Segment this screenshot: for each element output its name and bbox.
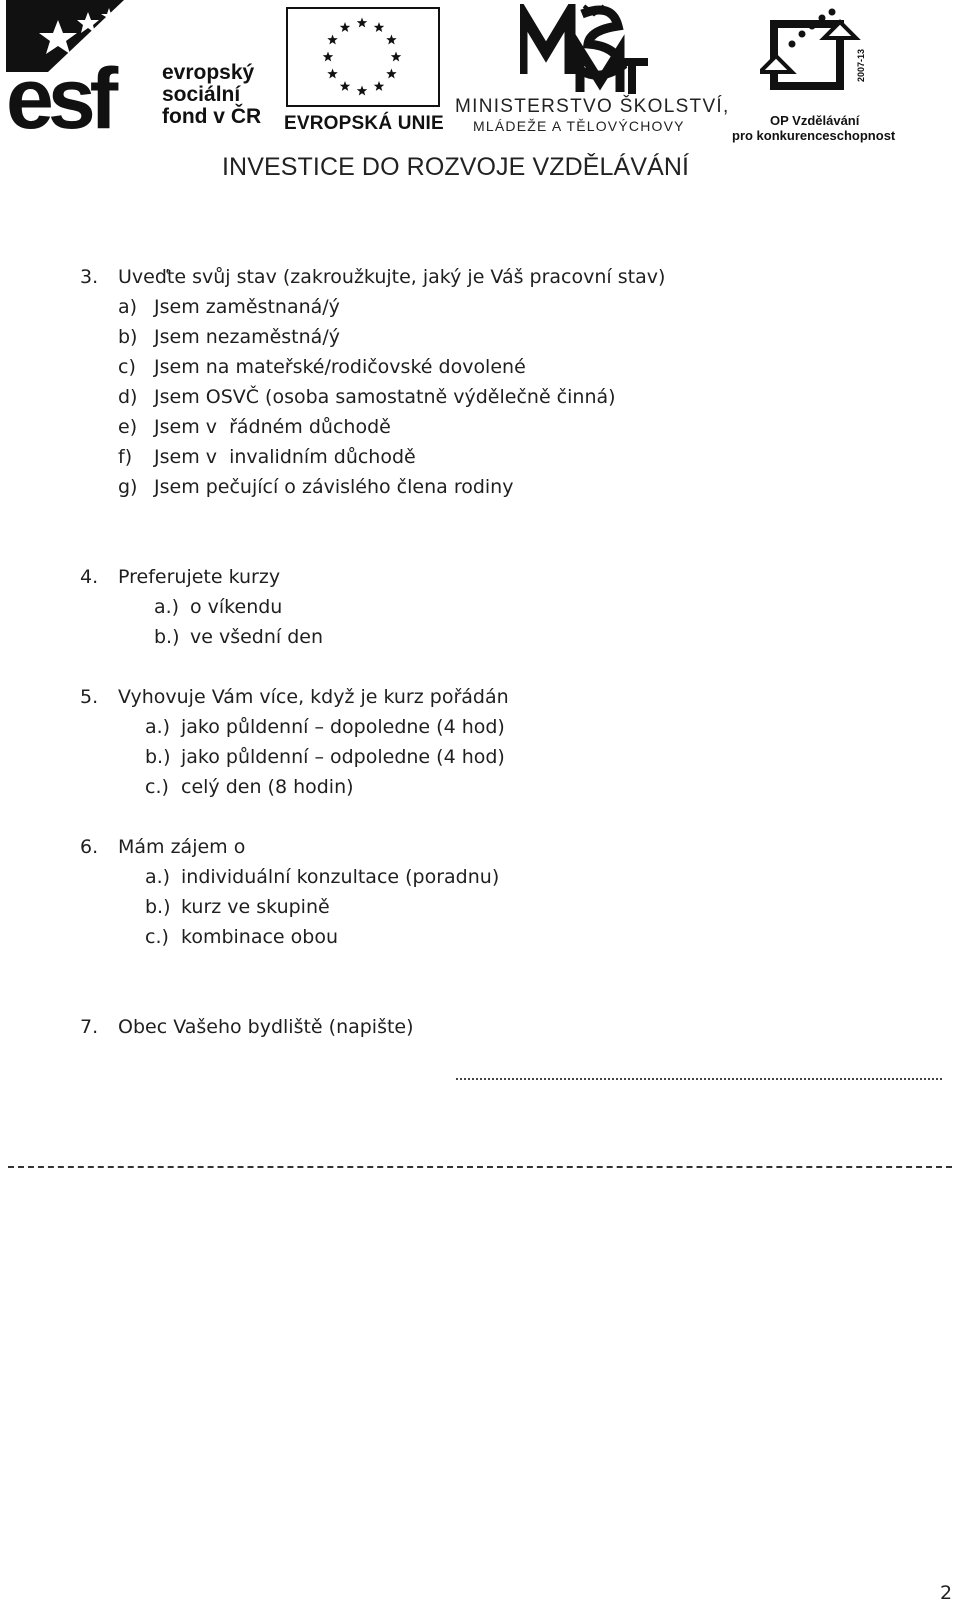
option-label: a.)	[145, 866, 171, 888]
question-4	[80, 566, 280, 588]
question-6	[80, 836, 245, 858]
eu-star-icon	[340, 22, 350, 32]
option-6b[interactable]	[145, 896, 330, 918]
page-number: 2	[940, 1582, 953, 1604]
question-text: Preferujete kurzy	[118, 566, 281, 588]
eu-star-icon	[391, 52, 401, 62]
question-3	[80, 266, 665, 288]
eu-star-icon	[386, 69, 396, 79]
eu-star-icon	[357, 18, 367, 28]
option-4a[interactable]	[154, 596, 282, 618]
option-text: jako půldenní – dopoledne (4 hod)	[181, 716, 505, 738]
op-vzdelavani-logo	[760, 4, 880, 112]
option-text: kurz ve skupině	[181, 896, 330, 918]
option-3c[interactable]	[118, 356, 526, 378]
option-5b[interactable]	[145, 746, 505, 768]
option-5c[interactable]	[145, 776, 354, 798]
question-text: Vyhovuje Vám více, když je kurz pořádán	[118, 686, 509, 708]
option-3e[interactable]	[118, 416, 391, 438]
option-3a[interactable]	[118, 296, 340, 318]
option-label: b.)	[145, 896, 171, 918]
option-text: Jsem na mateřské/rodičovské dovolené	[154, 356, 526, 378]
option-label: b.)	[154, 626, 180, 648]
op-years-label: 2007-13	[856, 48, 866, 82]
option-label: a.)	[145, 716, 171, 738]
option-5a[interactable]	[145, 716, 505, 738]
eu-label: EVROPSKÁ UNIE	[284, 113, 444, 134]
eu-star-icon	[327, 35, 337, 45]
question-number: 4.	[80, 566, 99, 588]
option-text: Jsem pečující o závislého člena rodiny	[154, 476, 514, 498]
option-text: ve všední den	[190, 626, 324, 648]
eu-star-icon	[386, 35, 396, 45]
question-text: Obec Vašeho bydliště (napište)	[118, 1016, 414, 1038]
esf-line-2: sociální	[162, 83, 241, 106]
option-label: a)	[118, 296, 138, 318]
msmt-logo	[520, 4, 650, 96]
option-label: e)	[118, 416, 138, 438]
investice-tagline: INVESTICE DO ROZVOJE VZDĚLÁVÁNÍ	[222, 153, 690, 181]
option-3b[interactable]	[118, 326, 340, 348]
option-text: Jsem nezaměstná/ý	[154, 326, 340, 348]
cut-line-divider	[8, 1166, 952, 1168]
option-3f[interactable]	[118, 446, 416, 468]
eu-star-icon	[374, 22, 384, 32]
esf-line-3: fond v ČR	[162, 105, 262, 128]
option-label: c.)	[145, 776, 169, 798]
option-text: celý den (8 hodin)	[181, 776, 354, 798]
option-6a[interactable]	[145, 866, 499, 888]
option-label: d)	[118, 386, 138, 408]
option-label: b)	[118, 326, 138, 348]
question-number: 6.	[80, 836, 99, 858]
op-line-2: pro konkurenceschopnost	[732, 128, 896, 143]
eu-star-icon	[357, 86, 367, 96]
option-text: Jsem v invalidním důchodě	[154, 446, 416, 468]
eu-stars-icon	[288, 9, 438, 105]
option-text: Jsem zaměstnaná/ý	[154, 296, 340, 318]
option-text: kombinace obou	[181, 926, 339, 948]
eu-star-icon	[327, 69, 337, 79]
option-label: b.)	[145, 746, 171, 768]
option-label: g)	[118, 476, 138, 498]
eu-star-icon	[323, 52, 333, 62]
option-6c[interactable]	[145, 926, 338, 948]
option-text: Jsem OSVČ (osoba samostatně výdělečně činná)	[154, 386, 616, 408]
eu-star-icon	[374, 81, 384, 91]
eu-star-icon	[340, 81, 350, 91]
option-text: Jsem v řádném důchodě	[154, 416, 391, 438]
esf-logo	[6, 0, 156, 135]
question-text: Uveďte svůj stav (zakroužkujte, jaký je Váš pracovní stav)	[118, 266, 666, 288]
option-label: c.)	[145, 926, 169, 948]
question-number: 3.	[80, 266, 99, 288]
page-header	[0, 0, 960, 190]
option-label: c)	[118, 356, 136, 378]
option-text: jako půldenní – odpoledne (4 hod)	[181, 746, 505, 768]
eu-flag-logo	[286, 7, 440, 107]
residence-answer-line[interactable]	[456, 1078, 942, 1080]
option-label: f)	[118, 446, 133, 468]
question-number: 5.	[80, 686, 99, 708]
option-3d[interactable]	[118, 386, 616, 408]
esf-wordmark	[162, 62, 261, 128]
question-7	[80, 1016, 414, 1038]
option-text: individuální konzultace (poradnu)	[181, 866, 500, 888]
option-3g[interactable]	[118, 476, 513, 498]
question-number: 7.	[80, 1016, 99, 1038]
svg-text:esf: esf	[6, 51, 113, 135]
esf-line-1: evropský	[162, 61, 255, 84]
option-4b[interactable]	[154, 626, 323, 648]
question-5	[80, 686, 509, 708]
question-text: Mám zájem o	[118, 836, 246, 858]
option-label: a.)	[154, 596, 180, 618]
option-text: o víkendu	[190, 596, 283, 618]
msmt-line-1: MINISTERSTVO ŠKOLSTVÍ,	[455, 96, 730, 117]
msmt-line-2: MLÁDEŽE A TĚLOVÝCHOVY	[473, 118, 685, 134]
op-line-1: OP Vzdělávání	[770, 113, 860, 128]
